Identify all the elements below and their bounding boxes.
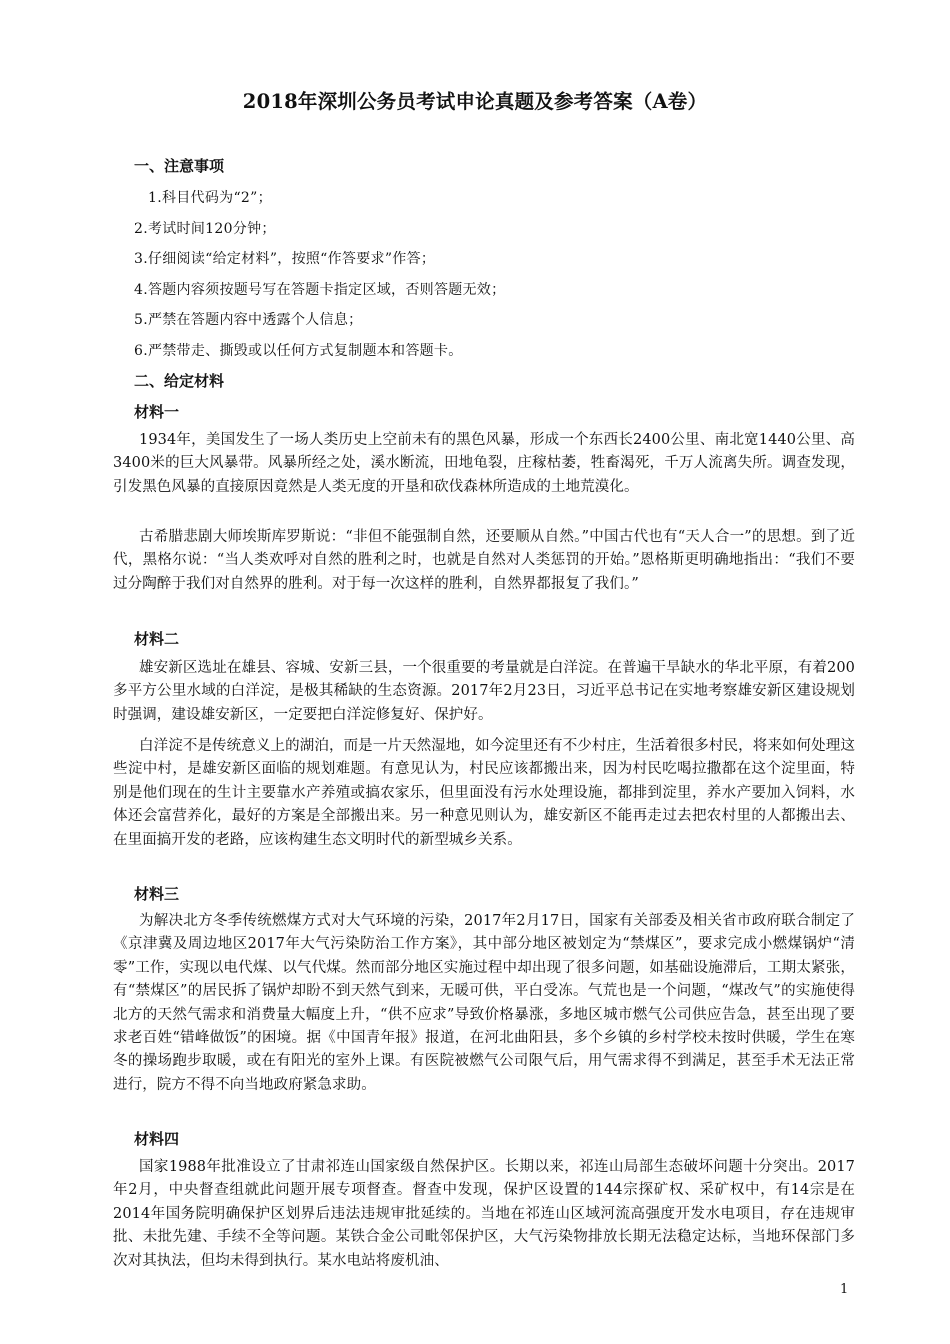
- material-heading: 材料一: [134, 403, 180, 421]
- material-heading: 材料三: [134, 885, 180, 903]
- material-heading: 材料二: [134, 630, 180, 648]
- material-paragraph: 为解决北方冬季传统燃煤方式对大气环境的污染，2017年2月17日，国家有关部委及相关省市政府联合制定了《京津冀及周边地区2017年大气污染防治工作方案》，其中部分地区被划定为“禁煤区”，要求完成小燃煤锅炉“清零”工作，实现以电代煤、以气代煤。然而部分地区实施过程中却出现了很多问题，如基础设施滞后，工期太紧张，有“禁煤区”的居民拆了锅炉却盼不到天然气到来，无暖可供，平白受冻。气荒也是一个问题，“煤改气”的实施使得北方的天然气需求和消费量大幅度上升，“供不应求”导致价格暴涨，多地区城市燃气公司供应告急，甚至出现了要求老百姓“错峰做饭”的困境。据《中国青年报》报道，在河北曲阳县，多个乡镇的乡村学校未按时供暖，学生在寒冬的操场跑步取暖，或在有阳光的室外上课。有医院被燃气公司限气后，用气需求得不到满足，甚至手术无法正常进行，院方不得不向当地政府紧急求助。: [113, 913, 855, 1093]
- document-title: 2018年深圳公务员考试申论真题及参考答案（A卷）: [242, 90, 708, 113]
- material-paragraph: 白洋淀不是传统意义上的湖泊，而是一片天然湿地，如今淀里还有不少村庄，生活着很多村民，将来如何处理这些淀中村，是雄安新区面临的规划难题。有意见认为，村民应该都搬出来，因为村民吃喝拉撒都在这个淀里面，特别是他们现在的生计主要靠水产养殖或搞农家乐，但里面没有污水处理设施，都排到淀里，养水产要加入饲料，水体还会富营养化，最好的方案是全部搬出来。另一种意见则认为，雄安新区不能再走过去把农村里的人都搬出去、在里面搞开发的老路，应该构建生态文明时代的新型城乡关系。: [113, 738, 855, 848]
- note-item: 3.仔细阅读“给定材料”，按照“作答要求”作答；: [134, 251, 436, 267]
- note-item: 4.答题内容须按题号写在答题卡指定区域，否则答题无效；: [134, 282, 506, 298]
- material-paragraph: 古希腊悲剧大师埃斯库罗斯说：“非但不能强制自然，还要顺从自然。”中国古代也有“天人合一”的思想。到了近代，黑格尔说：“当人类欢呼对自然的胜利之时，也就是自然对人类惩罚的开始。”恩格斯更明确地指出：“我们不要过分陶醉于我们对自然界的胜利。对于每一次这样的胜利，自然界都报复了我们。”: [113, 529, 855, 592]
- material-paragraph: 1934年，美国发生了一场人类历史上空前未有的黑色风暴，形成一个东西长2400公里、南北宽1440公里、高3400米的巨大风暴带。风暴所经之处，溪水断流，田地龟裂，庄稼枯萎，牲畜渴死，千万人流离失所。调查发现，引发黑色风暴的直接原因竟然是人类无度的开垦和砍伐森林所造成的土地荒漠化。: [113, 432, 855, 495]
- note-item: 5.严禁在答题内容中透露个人信息；: [134, 312, 363, 328]
- material-heading: 材料四: [134, 1130, 180, 1148]
- note-item: 6.严禁带走、撕毁或以任何方式复制题本和答题卡。: [134, 343, 463, 359]
- page-number: 1: [840, 1282, 849, 1297]
- note-item: 1.科目代码为“2”；: [148, 190, 272, 206]
- material-paragraph: 国家1988年批准设立了甘肃祁连山国家级自然保护区。长期以来，祁连山局部生态破坏问题十分突出。2017年2月，中央督查组就此问题开展专项督查。督查中发现，保护区设置的144宗探矿权、采矿权中，有14宗是在2014年国务院明确保护区划界后违法违规审批延续的。当地在祁连山区域河流高强度开发水电项目，存在违规审批、未批先建、手续不全等问题。某铁合金公司毗邻保护区，大气污染物排放长期无法稳定达标，当地环保部门多次对其执法，但均未得到执行。某水电站将废机油、: [113, 1159, 855, 1269]
- section-heading-notes: 一、注意事项: [134, 157, 225, 175]
- section-heading-materials: 二、给定材料: [134, 372, 225, 390]
- note-item: 2.考试时间120分钟；: [134, 221, 276, 237]
- material-paragraph: 雄安新区选址在雄县、容城、安新三县，一个很重要的考量就是白洋淀。在普遍干旱缺水的华北平原，有着200多平方公里水域的白洋淀，是极其稀缺的生态资源。2017年2月23日，习近平总书记在实地考察雄安新区建设规划时强调，建设雄安新区，一定要把白洋淀修复好、保护好。: [113, 660, 855, 723]
